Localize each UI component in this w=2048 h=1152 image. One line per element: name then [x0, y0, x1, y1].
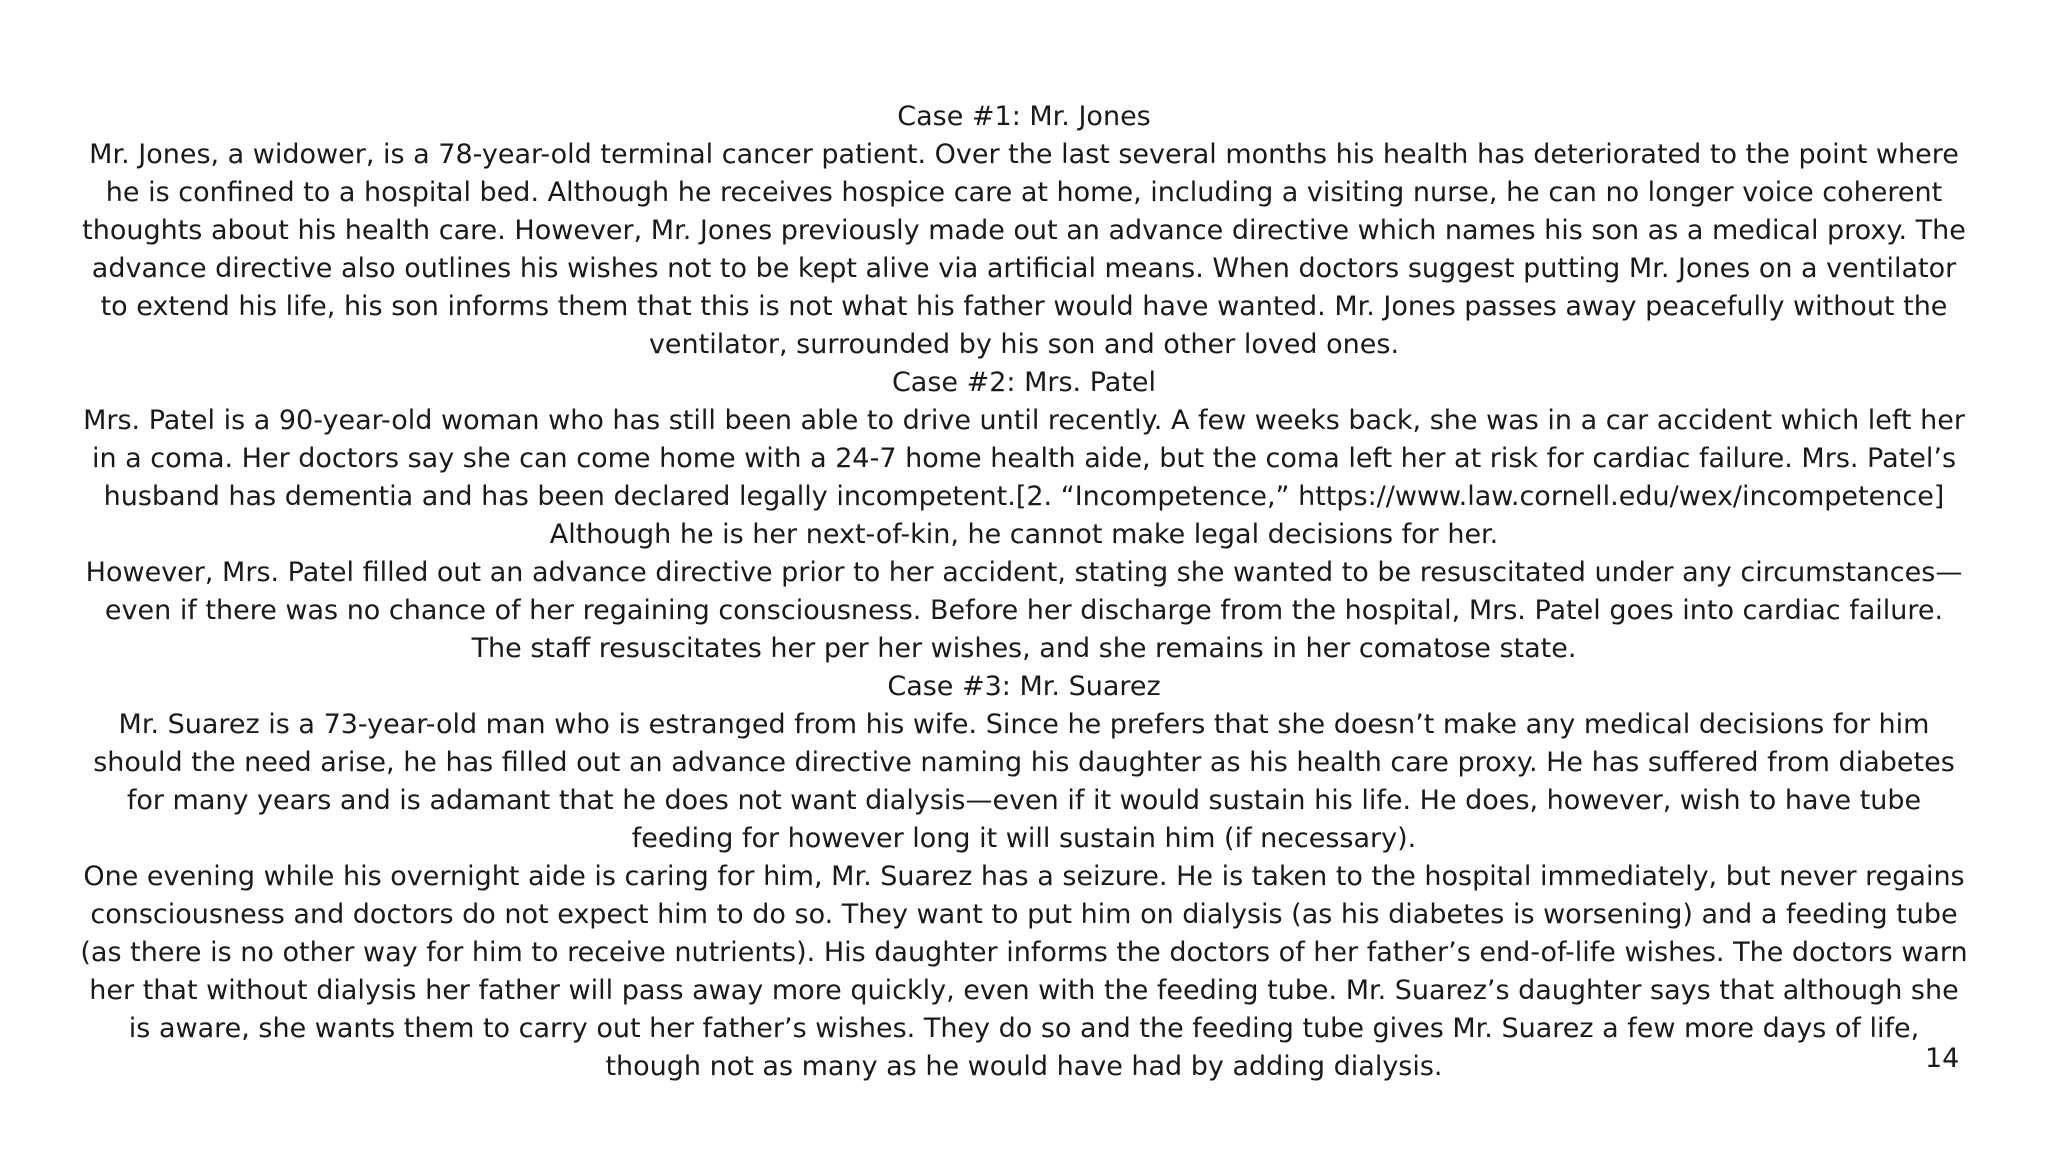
- case-2-paragraph-1: Mrs. Patel is a 90-year-old woman who has still been able to drive until recently. A few weeks back, she was in a car accident which left her in a coma. Her doctors say she can come home with a 24-7 home health aide, but the coma left her at risk for cardiac failure. Mrs. Patel’s husband has dementia and has been declared legally incompetent.[2. “Incompetence,” https://www.law.cornell.edu/wex/incompetence] Although he is her next-of-kin, he cannot make legal decisions for her.: [83, 405, 1965, 550]
- case-3-paragraph-2: One evening while his overnight aide is caring for him, Mr. Suarez has a seizure. He is taken to the hospital immediately, but never regains consciousness and doctors do not expect him to do so. They want to put him on dialysis (as his diabetes is worsening) and a feeding tube (as there is no other way for him to receive nutrients). His daughter informs the doctors of her father’s end-of-life wishes. The doctors warn her that without dialysis her father will pass away more quickly, even with the feeding tube. Mr. Suarez’s daughter says that although she is aware, she wants them to carry out her father’s wishes. They do so and the feeding tube gives Mr. Suarez a few more days of life, though not as many as he would have had by adding dialysis.: [80, 861, 1968, 1082]
- case-1-heading: Case #1: Mr. Jones: [897, 101, 1151, 132]
- document-body: [80, 98, 1968, 1086]
- case-2-heading: Case #2: Mrs. Patel: [891, 367, 1157, 398]
- case-3-heading: Case #3: Mr. Suarez: [887, 671, 1161, 702]
- page-number: 14: [1925, 1043, 1960, 1074]
- case-2-paragraph-2: However, Mrs. Patel filled out an advance directive prior to her accident, stating she wanted to be resuscitated under any circumstances—even if there was no chance of her regaining consciousness. Before her discharge from the hospital, Mrs. Patel goes into cardiac failure. The staff resuscitates her per her wishes, and she remains in her comatose state.: [85, 557, 1963, 664]
- case-3-paragraph-1: Mr. Suarez is a 73-year-old man who is estranged from his wife. Since he prefers that she doesn’t make any medical decisions for him should the need arise, he has filled out an advance directive naming his daughter as his health care proxy. He has suffered from diabetes for many years and is adamant that he does not want dialysis—even if it would sustain his life. He does, however, wish to have tube feeding for however long it will sustain him (if necessary).: [93, 709, 1955, 854]
- case-1-paragraph-1: Mr. Jones, a widower, is a 78-year-old terminal cancer patient. Over the last several months his health has deteriorated to the point where he is confined to a hospital bed. Although he receives hospice care at home, including a visiting nurse, he can no longer voice coherent thoughts about his health care. However, Mr. Jones previously made out an advance directive which names his son as a medical proxy. The advance directive also outlines his wishes not to be kept alive via artificial means. When doctors suggest putting Mr. Jones on a ventilator to extend his life, his son informs them that this is not what his father would have wanted. Mr. Jones passes away peacefully without the ventilator, surrounded by his son and other loved ones.: [82, 139, 1966, 360]
